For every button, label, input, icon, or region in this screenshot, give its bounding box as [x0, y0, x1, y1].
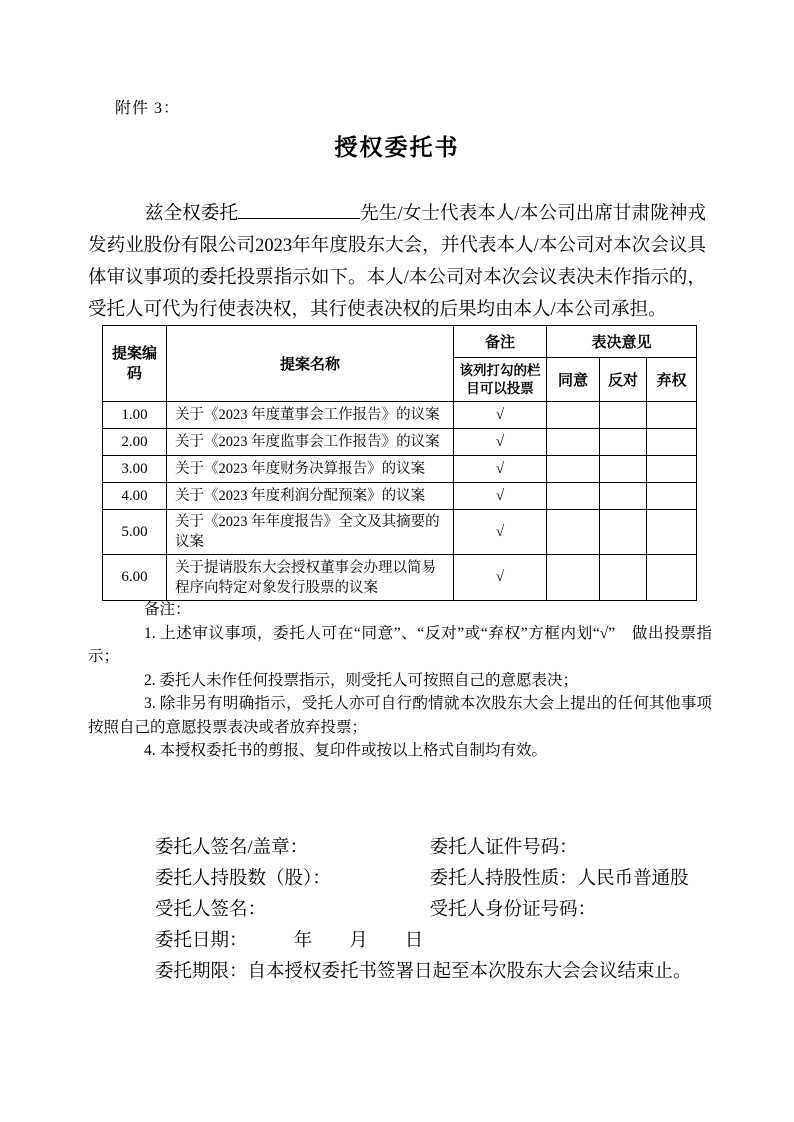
table-row: [103, 456, 697, 483]
proposal-name: 关于提请股东大会授权董事会办理以简易程序向特定对象发行股票的议案: [167, 555, 454, 601]
signature-row: [155, 833, 715, 864]
note-item: 3. 除非另有明确指示，受托人亦可自行酌情就本次股东大会上提出的任何其他事项按照自己的意愿投票表决或者放弃投票；: [88, 695, 712, 736]
remark-checkmark: √: [454, 555, 547, 601]
header-proposal-name: 提案名称: [167, 326, 454, 402]
intro-paragraph: [88, 198, 706, 326]
signature-row: [155, 864, 715, 895]
header-proposal-code: 提案编码: [103, 326, 167, 402]
signature-row: [155, 895, 715, 926]
proxy-signature-label: 受托人签名：: [155, 900, 267, 920]
table-row: [103, 402, 697, 429]
authorization-date-label: 委托日期： 年 月 日: [155, 931, 424, 951]
note-item: 4. 本授权委托书的剪报、复印件或按以上格式自制均有效。: [144, 742, 548, 759]
principal-signature-label: 委托人签名/盖章：: [155, 838, 309, 858]
table-header-row-1: [103, 326, 697, 358]
abstain-cell: [647, 483, 697, 510]
remark-checkmark: √: [454, 402, 547, 429]
share-type-label: 委托人持股性质：人民币普通股: [429, 869, 689, 889]
intro-lead: 兹全权委托: [145, 204, 239, 224]
note-item: 2. 委托人未作任何投票指示，则受托人可按照自己的意愿表决；: [144, 671, 579, 689]
signature-section: [155, 833, 715, 988]
agree-cell: [547, 510, 600, 555]
abstain-cell: [647, 456, 697, 483]
proposal-name: 关于《2023 年度财务决算报告》的议案: [167, 456, 454, 483]
proposal-code: 6.00: [103, 555, 167, 601]
header-remark: 备注: [454, 326, 547, 358]
table-row: [103, 510, 697, 555]
agree-cell: [547, 483, 600, 510]
proposal-code: 3.00: [103, 456, 167, 483]
agree-cell: [547, 456, 600, 483]
proxy-name-blank: [238, 201, 360, 220]
header-voting-opinion: 表决意见: [547, 326, 697, 358]
oppose-cell: [600, 456, 647, 483]
remark-checkmark: √: [454, 510, 547, 555]
proposal-name: 关于《2023 年度监事会工作报告》的议案: [167, 429, 454, 456]
proposal-code: 1.00: [103, 402, 167, 429]
agree-cell: [547, 402, 600, 429]
remark-checkmark: √: [454, 429, 547, 456]
notes-section: [88, 598, 712, 763]
header-abstain: 弃权: [647, 358, 697, 402]
oppose-cell: [600, 510, 647, 555]
table-row: [103, 429, 697, 456]
abstain-cell: [647, 555, 697, 601]
attachment-label: 附件 3：: [115, 100, 181, 117]
table-row: [103, 483, 697, 510]
proposal-name: 关于《2023 年度利润分配预案》的议案: [167, 483, 454, 510]
abstain-cell: [647, 429, 697, 456]
principal-id-label: 委托人证件号码：: [429, 838, 578, 858]
agree-cell: [547, 555, 600, 601]
oppose-cell: [600, 555, 647, 601]
proposal-name: 关于《2023 年年度报告》全文及其摘要的议案: [167, 510, 454, 555]
signature-row: [155, 957, 715, 988]
oppose-cell: [600, 429, 647, 456]
notes-label: 备注：: [144, 601, 191, 618]
agree-cell: [547, 429, 600, 456]
abstain-cell: [647, 402, 697, 429]
authorization-term-label: 委托期限：自本授权委托书签署日起至本次股东大会会议结束止。: [155, 962, 692, 982]
header-oppose: 反对: [600, 358, 647, 402]
header-remark-sub: 该列打勾的栏目可以投票: [454, 358, 547, 402]
principal-shares-label: 委托人持股数（股）：: [155, 869, 331, 889]
proposal-voting-table: [102, 325, 697, 601]
remark-checkmark: √: [454, 483, 547, 510]
header-agree: 同意: [547, 358, 600, 402]
proposal-name: 关于《2023 年度董事会工作报告》的议案: [167, 402, 454, 429]
page-title: 授权委托书: [334, 135, 460, 160]
note-item: 1. 上述审议事项，委托人可在“同意”、“反对”或“弃权”方框内划“√” 做出投票指示；: [88, 624, 712, 665]
remark-checkmark: √: [454, 456, 547, 483]
proposal-code: 4.00: [103, 483, 167, 510]
proposal-code: 2.00: [103, 429, 167, 456]
signature-row: [155, 926, 715, 957]
oppose-cell: [600, 483, 647, 510]
proposal-code: 5.00: [103, 510, 167, 555]
proxy-id-label: 受托人身份证号码：: [429, 900, 597, 920]
table-row: [103, 555, 697, 601]
abstain-cell: [647, 510, 697, 555]
oppose-cell: [600, 402, 647, 429]
intro-rest: 先生/女士代表本人/本公司出席甘肃陇神戎发药业股份有限公司2023年年度股东大会，并代表本人/本公司对本次会议具体审议事项的委托投票指示如下。本人/本公司对本次会议表决未作指示的，受托人可代为行使表决权，其行使表决权的后果均由本人/本公司承担。: [88, 204, 706, 320]
